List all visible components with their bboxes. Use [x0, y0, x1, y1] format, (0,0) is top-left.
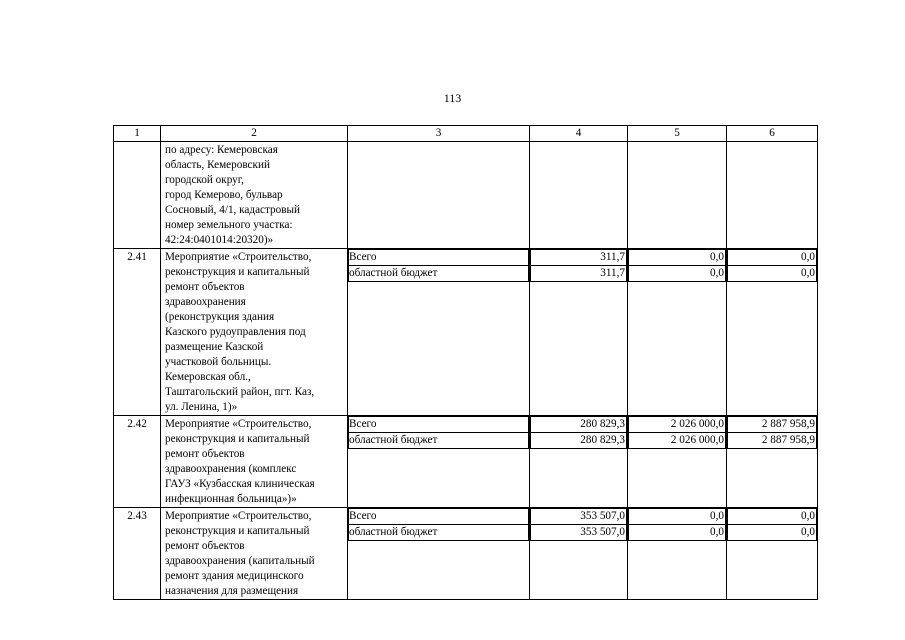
value-col-5: 2 026 000,0 — [629, 433, 726, 449]
value-col-6-cell — [727, 142, 818, 249]
value-col-6: 0,0 — [728, 509, 817, 525]
value-col-6: 0,0 — [728, 250, 817, 266]
value-col-5: 0,0 — [629, 509, 726, 525]
value-col-5: 0,0 — [629, 525, 726, 541]
value-col-5-cell — [628, 249, 727, 416]
value-col-4: 353 507,0 — [531, 525, 627, 541]
row-number: 2.41 — [114, 249, 161, 416]
header-cell: 4 — [530, 126, 628, 142]
row-description: Мероприятие «Строительство, реконструкция и капитальный ремонт объектов здравоохранения (комплекс ГАУЗ «Кузбасская клиническая инфекционная больница»)» — [161, 416, 348, 508]
value-col-6-cell — [727, 249, 818, 416]
row-number: 2.42 — [114, 416, 161, 508]
header-cell: 5 — [628, 126, 727, 142]
table-row — [114, 249, 818, 416]
page-number: 113 — [443, 91, 462, 105]
financing-table — [113, 125, 818, 600]
value-col-4: 280 829,3 — [531, 433, 627, 449]
value-col-5: 2 026 000,0 — [629, 417, 726, 433]
header-cell: 1 — [114, 126, 161, 142]
value-col-6: 0,0 — [728, 525, 817, 541]
value-col-5: 0,0 — [629, 266, 726, 282]
value-col-5-cell — [628, 508, 727, 600]
row-number — [114, 142, 161, 249]
table-row — [114, 508, 818, 600]
value-col-6-cell — [727, 508, 818, 600]
value-col-6: 2 887 958,9 — [728, 433, 817, 449]
funding-source-cell — [348, 416, 530, 508]
value-col-4-cell — [530, 249, 628, 416]
value-col-4: 353 507,0 — [531, 509, 627, 525]
funding-source-cell — [348, 249, 530, 416]
table-row — [114, 142, 818, 249]
funding-source: областной бюджет — [349, 266, 529, 282]
value-col-5: 0,0 — [629, 250, 726, 266]
header-row — [114, 126, 818, 142]
value-col-4-cell — [530, 508, 628, 600]
value-col-6: 2 887 958,9 — [728, 417, 817, 433]
value-col-6: 0,0 — [728, 266, 817, 282]
row-number: 2.43 — [114, 508, 161, 600]
funding-source: областной бюджет — [349, 525, 529, 541]
funding-source: областной бюджет — [349, 433, 529, 449]
funding-source: Всего — [349, 417, 529, 433]
row-description: по адресу: Кемеровская область, Кемеровский городской округ, город Кемерово, бульвар Сосновый, 4/1, кадастровый номер земельного участка: 42:24:0401014:20320)» — [161, 142, 348, 249]
value-col-4: 311,7 — [531, 250, 627, 266]
value-col-6-cell — [727, 416, 818, 508]
value-col-4-cell — [530, 142, 628, 249]
row-description: Мероприятие «Строительство, реконструкция и капитальный ремонт объектов здравоохранения (капитальный ремонт здания медицинского назначения для размещения — [161, 508, 348, 600]
value-col-4-cell — [530, 416, 628, 508]
header-cell: 6 — [727, 126, 818, 142]
funding-source-cell — [348, 508, 530, 600]
value-col-4: 280 829,3 — [531, 417, 627, 433]
value-col-5-cell — [628, 142, 727, 249]
funding-source: Всего — [349, 250, 529, 266]
table-row — [114, 416, 818, 508]
header-cell: 2 — [161, 126, 348, 142]
row-description: Мероприятие «Строительство, реконструкция и капитальный ремонт объектов здравоохранения (реконструкция здания Казского рудоуправления под размещение Казской участковой больницы. Кемеровская обл., Таштагольский район, пгт. Каз, ул. Ленина, 1)» — [161, 249, 348, 416]
value-col-4: 311,7 — [531, 266, 627, 282]
funding-source-cell — [348, 142, 530, 249]
value-col-5-cell — [628, 416, 727, 508]
funding-source: Всего — [349, 509, 529, 525]
header-cell: 3 — [348, 126, 530, 142]
